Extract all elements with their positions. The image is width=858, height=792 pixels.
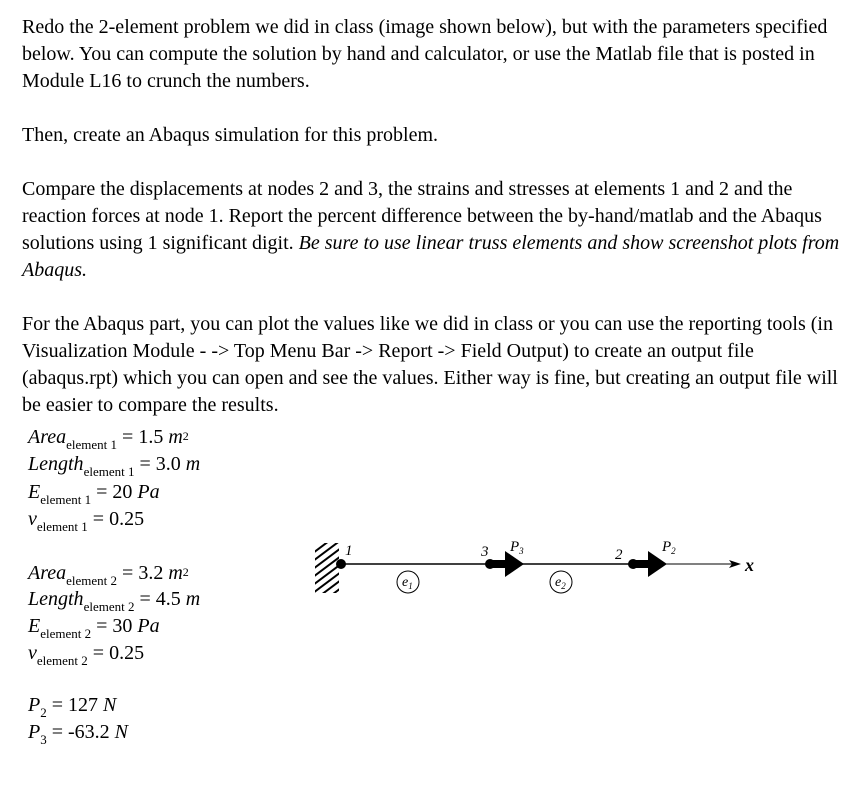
element-2-label: $e_2$ (555, 575, 566, 591)
load-p2: $P_2 = 127$ N (28, 694, 117, 720)
length-element-2: Length$_{element 2}$ = 4.5 m (28, 588, 201, 614)
intro-paragraph-2: Then, create an Abaqus simulation for this problem. (22, 124, 439, 146)
intro-paragraph-3 (22, 176, 852, 284)
length-element-1: Length$_{element 1}$ = 3.0 m (28, 453, 201, 479)
force-p3-shaft (490, 560, 507, 568)
intro-paragraph-4: For the Abaqus part, you can plot the values like we did in class or you can use the reporting tools (in Visualization Module - -> Top Menu Bar -> Report -> Field Output) to create an output file (abaqus.rpt) which you can open and see the values. Either way is fine, but creating an output file will be easier to compare the results. (22, 313, 838, 416)
area-element-2: Area$_{element 2}$ = 3.2 $m^2$ (28, 562, 189, 588)
element-1-label: $e_1$ (402, 575, 413, 591)
force-p2-label: $P_2$ (662, 539, 676, 556)
fixed-support-hatch (305, 535, 345, 605)
modulus-element-1: $E_{element 1} = 20$ Pa (28, 481, 160, 507)
node-2-label: 2 (615, 547, 623, 563)
modulus-element-2: $E_{element 2} = 30$ Pa (28, 615, 160, 641)
truss-diagram (305, 535, 775, 605)
force-p3-label: $P_3$ (510, 539, 524, 556)
poisson-element-2: $\nu_{element 2} = 0.25$ (28, 642, 145, 668)
truss-note: Be sure to use linear truss elements and show screenshot plots from Abaqus. (22, 232, 840, 281)
intro-paragraph-1: Redo the 2-element problem we did in class (image shown below), but with the parameters specified below. You can compute the solution by hand and calculator, or use the Matlab file that is posted in Module L16 to crunch the numbers. (22, 16, 828, 92)
compare-instructions: Compare the displacements at nodes 2 and 3, the strains and stresses at elements 1 and 2 and the reaction forces at node 1. Report the percent difference between the by-hand/matlab and the Abaqus solutions using 1 significant digit. (22, 178, 822, 254)
poisson-element-1: $\nu_{element 1} = 0.25$ (28, 508, 145, 534)
x-axis-label: x (745, 555, 754, 575)
force-p2-shaft (633, 560, 650, 568)
node-3-label: 3 (481, 544, 489, 560)
load-p3: $P_3 = -63.2$ N (28, 721, 129, 747)
node-1-marker (336, 559, 346, 569)
area-element-1: Area$_{element 1}$ = 1.5 $m^2$ (28, 426, 189, 452)
node-1-label: 1 (345, 543, 353, 559)
